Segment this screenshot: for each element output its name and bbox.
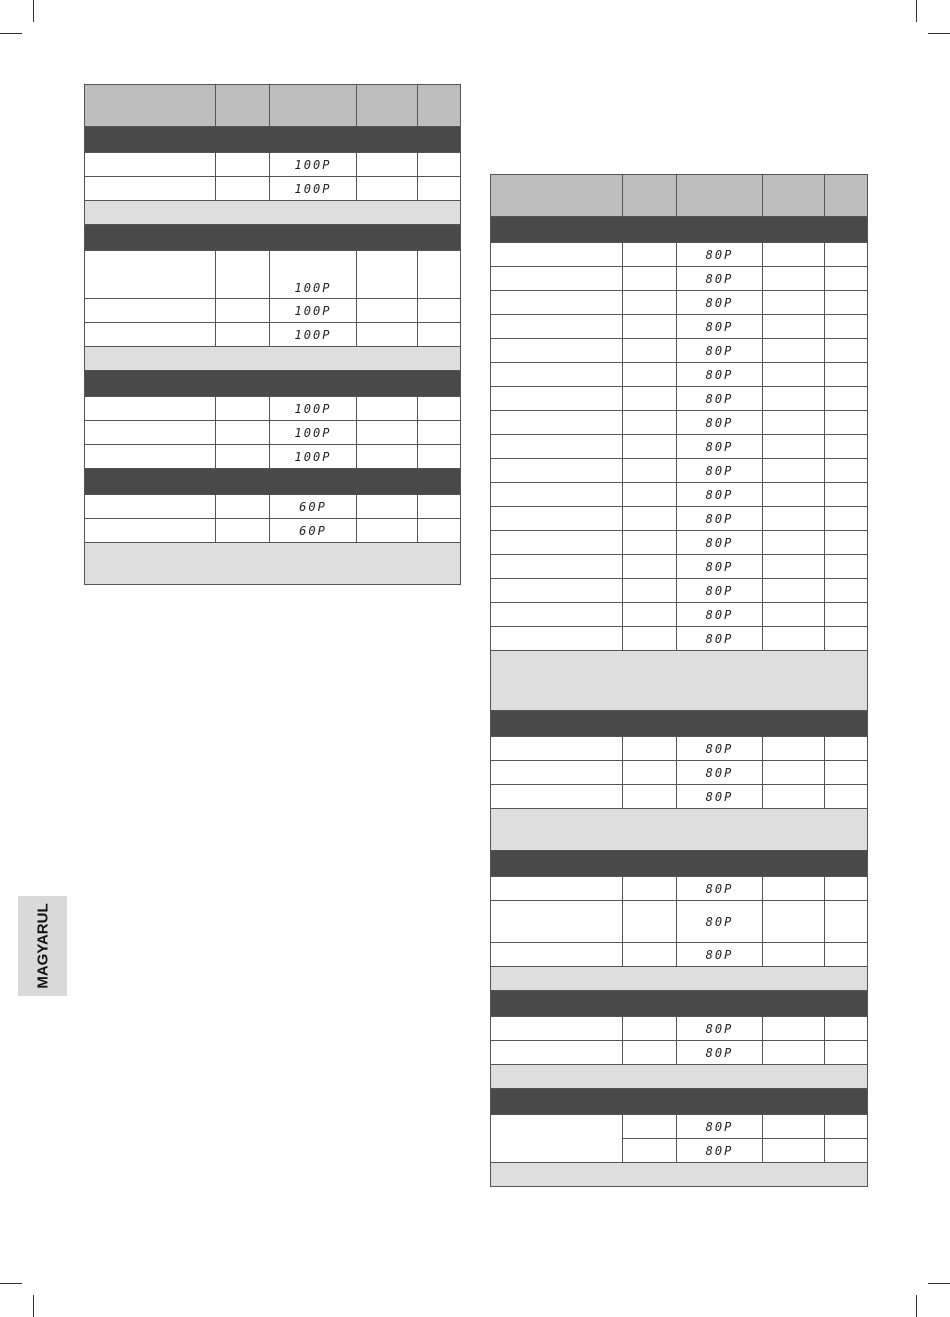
power-display: 80P	[705, 415, 734, 430]
power-display: 80P	[705, 559, 734, 574]
table-header	[491, 175, 868, 217]
power-display: 80P	[705, 607, 734, 622]
power-display: 80P	[705, 1119, 734, 1134]
table-row	[491, 339, 868, 363]
section-row	[491, 1089, 868, 1115]
section-row	[85, 371, 461, 397]
table-row	[491, 555, 868, 579]
crop-mark	[33, 0, 34, 22]
power-display: 100P	[294, 401, 332, 416]
power-display: 80P	[705, 881, 734, 896]
power-display: 100P	[294, 425, 332, 440]
power-display: 80P	[705, 765, 734, 780]
table-row	[85, 323, 461, 347]
table-row	[491, 1017, 868, 1041]
table-row	[491, 243, 868, 267]
crop-mark	[928, 1283, 950, 1284]
table-row	[85, 421, 461, 445]
note-row	[491, 651, 868, 711]
crop-mark	[916, 0, 917, 22]
power-display: 80P	[705, 741, 734, 756]
note-row	[491, 1163, 868, 1187]
section-row	[491, 711, 868, 737]
table-row	[85, 177, 461, 201]
section-row	[491, 217, 868, 243]
crop-mark	[916, 1295, 917, 1317]
power-display: 80P	[705, 271, 734, 286]
table-row	[491, 943, 868, 967]
crop-mark	[0, 1283, 22, 1284]
table-row	[491, 785, 868, 809]
power-display: 80P	[705, 439, 734, 454]
table-row	[491, 291, 868, 315]
table-row	[491, 507, 868, 531]
table-row	[491, 531, 868, 555]
section-row	[491, 851, 868, 877]
power-display: 80P	[705, 1045, 734, 1060]
section-row	[85, 469, 461, 495]
power-display: 80P	[705, 631, 734, 646]
right-program-table	[490, 174, 868, 1187]
power-display: 80P	[705, 367, 734, 382]
table-row	[85, 519, 461, 543]
power-display: 100P	[294, 327, 332, 342]
power-display: 60P	[299, 523, 327, 538]
power-display: 80P	[705, 1021, 734, 1036]
table-row	[491, 483, 868, 507]
table-row	[491, 267, 868, 291]
power-display: 100P	[294, 449, 332, 464]
table-row	[85, 251, 461, 299]
language-tab-label: MAGYARUL	[34, 903, 51, 989]
table-row	[85, 153, 461, 177]
table-row	[85, 397, 461, 421]
note-row	[85, 347, 461, 371]
table-row	[491, 901, 868, 943]
power-display: 80P	[705, 391, 734, 406]
note-row	[85, 201, 461, 225]
crop-mark	[0, 33, 22, 34]
power-display: 80P	[705, 583, 734, 598]
power-display: 60P	[299, 499, 327, 514]
note-row	[491, 809, 868, 851]
power-display: 80P	[705, 947, 734, 962]
table-row	[491, 435, 868, 459]
table-row	[85, 495, 461, 519]
section-row	[85, 225, 461, 251]
note-row	[491, 1065, 868, 1089]
table-row	[491, 627, 868, 651]
power-display: 80P	[705, 789, 734, 804]
power-display: 80P	[705, 343, 734, 358]
table-row	[491, 579, 868, 603]
power-display: 100P	[294, 181, 332, 196]
power-display: 80P	[705, 487, 734, 502]
table-row	[491, 315, 868, 339]
table-row	[491, 1041, 868, 1065]
power-display: 80P	[705, 914, 734, 929]
table-row	[491, 387, 868, 411]
table-row	[491, 761, 868, 785]
power-display: 80P	[705, 319, 734, 334]
power-display: 80P	[705, 463, 734, 478]
left-program-table	[84, 84, 461, 585]
crop-mark	[33, 1295, 34, 1317]
language-tab	[18, 896, 67, 996]
table-row	[491, 603, 868, 627]
section-row	[491, 991, 868, 1017]
table-row	[491, 877, 868, 901]
power-display: 80P	[705, 511, 734, 526]
power-display: 100P	[294, 303, 332, 318]
table-row	[491, 411, 868, 435]
power-display: 80P	[705, 1143, 734, 1158]
table-row	[85, 445, 461, 469]
table-row	[491, 363, 868, 387]
power-display: 100P	[294, 157, 332, 172]
power-display: 80P	[705, 247, 734, 262]
power-display: 100P	[294, 281, 332, 295]
power-display: 80P	[705, 535, 734, 550]
table-row	[491, 459, 868, 483]
section-row	[85, 127, 461, 153]
note-row	[491, 967, 868, 991]
table-row	[491, 737, 868, 761]
table-row	[85, 299, 461, 323]
table-row	[491, 1115, 868, 1139]
power-display: 80P	[705, 295, 734, 310]
table-header	[85, 85, 461, 127]
note-row	[85, 543, 461, 585]
crop-mark	[928, 33, 950, 34]
